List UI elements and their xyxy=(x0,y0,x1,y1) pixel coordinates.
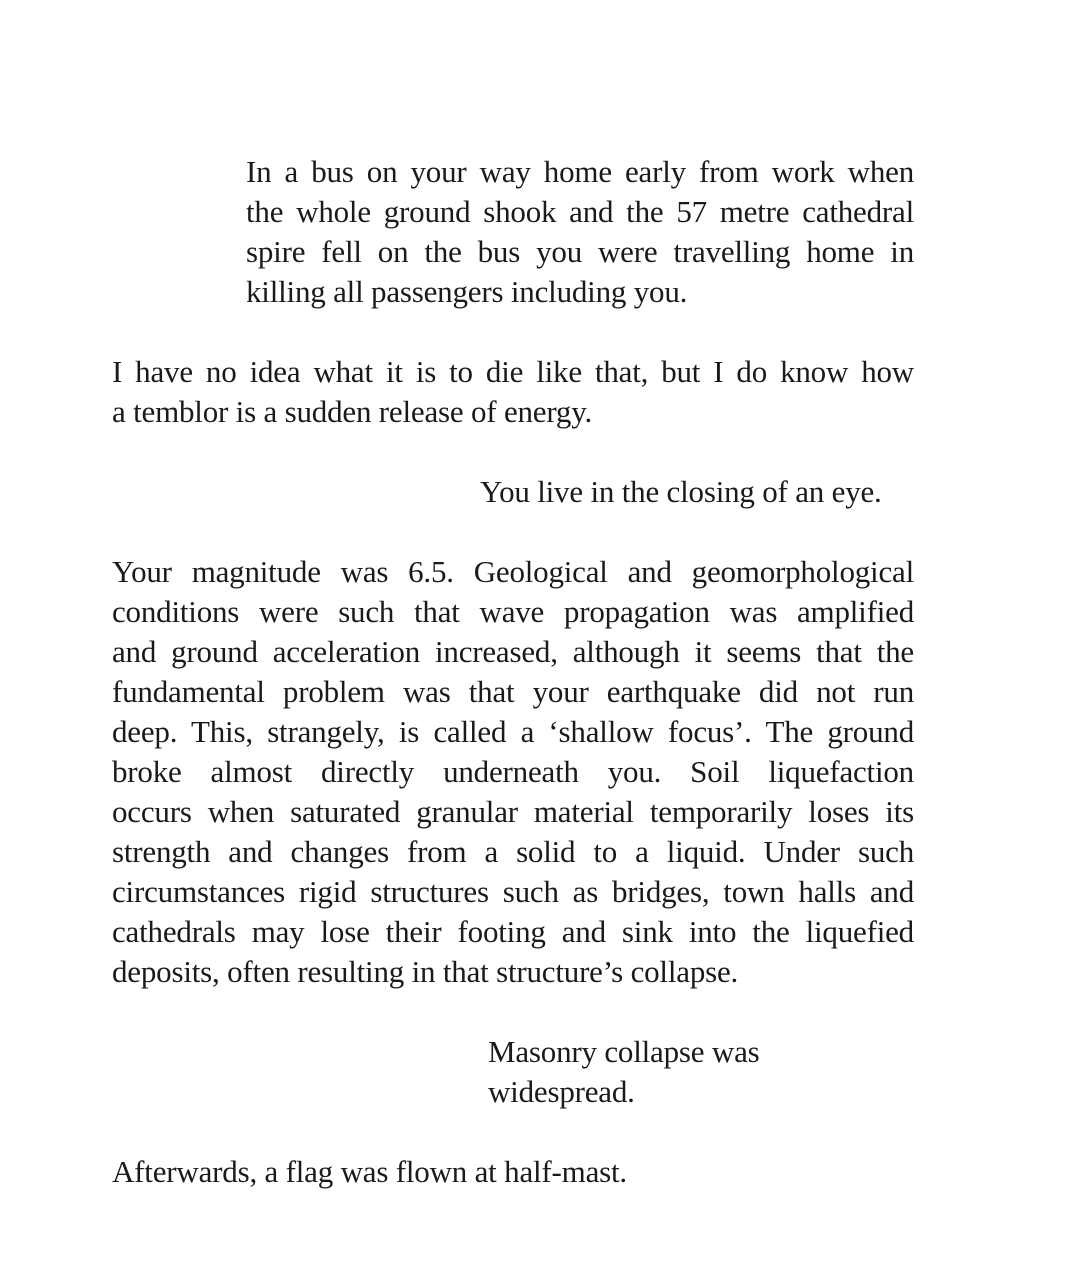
stanza-magnitude-line-6: broke almost directly underneath you. Soil liquefaction xyxy=(112,754,914,789)
stanza-masonry-line-1: Masonry collapse was xyxy=(488,1034,760,1069)
stanza-half-mast-line: Afterwards, a flag was flown at half-mast. xyxy=(112,1154,627,1189)
stanza-bus-line-1: In a bus on your way home early from work when xyxy=(246,154,914,189)
stanza-temblor-line-1: I have no idea what it is to die like that, but I do know how xyxy=(112,354,914,389)
stanza-bus xyxy=(246,152,914,312)
stanza-bus-line-2: the whole ground shook and the 57 metre cathedral xyxy=(246,194,914,229)
stanza-bus-line-3: spire fell on the bus you were travelling home in xyxy=(246,234,914,269)
stanza-magnitude-line-2: conditions were such that wave propagation was amplified xyxy=(112,594,914,629)
stanza-temblor-line-2: a temblor is a sudden release of energy. xyxy=(112,394,593,429)
stanza-closing-eye-line: You live in the closing of an eye. xyxy=(480,474,882,509)
stanza-masonry-line-2: widespread. xyxy=(488,1074,635,1109)
stanza-half-mast xyxy=(112,1152,914,1192)
stanza-magnitude-line-5: deep. This, strangely, is called a ‘shallow focus’. The ground xyxy=(112,714,914,749)
stanza-temblor xyxy=(112,352,914,432)
stanza-bus-line-4: killing all passengers including you. xyxy=(246,274,688,309)
stanza-magnitude-line-9: circumstances rigid structures such as bridges, town halls and xyxy=(112,874,914,909)
stanza-magnitude-line-1: Your magnitude was 6.5. Geological and geomorphological xyxy=(112,554,914,589)
stanza-masonry xyxy=(488,1032,908,1112)
stanza-magnitude-line-4: fundamental problem was that your earthquake did not run xyxy=(112,674,914,709)
stanza-magnitude-line-11: deposits, often resulting in that structure’s collapse. xyxy=(112,954,739,989)
stanza-magnitude-line-3: and ground acceleration increased, although it seems that the xyxy=(112,634,914,669)
stanza-magnitude-line-7: occurs when saturated granular material temporarily loses its xyxy=(112,794,914,829)
stanza-magnitude-line-8: strength and changes from a solid to a liquid. Under such xyxy=(112,834,914,869)
stanza-closing-eye xyxy=(480,472,920,512)
stanza-magnitude xyxy=(112,552,914,992)
stanza-magnitude-line-10: cathedrals may lose their footing and sink into the liquefied xyxy=(112,914,914,949)
